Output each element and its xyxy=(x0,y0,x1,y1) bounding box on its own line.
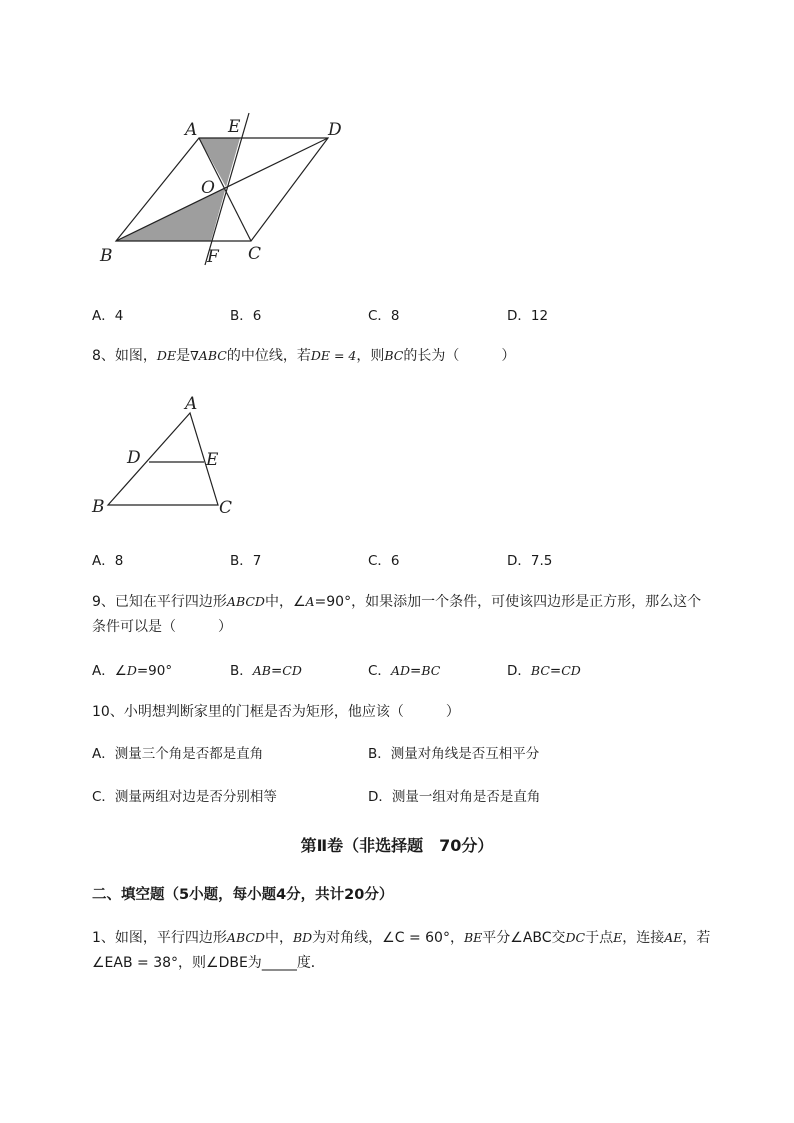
label-d: D xyxy=(127,448,141,468)
q9-option-var: AD xyxy=(390,663,410,678)
label-c: C xyxy=(219,498,233,518)
label-a: A xyxy=(185,394,198,414)
q8-triangle: ∇ABC xyxy=(190,348,227,363)
q7-option-b: B．6 xyxy=(230,308,262,324)
q9-option-text: = xyxy=(549,663,562,679)
fq1-var: AE xyxy=(664,930,683,945)
q9-option-var: BC xyxy=(530,663,550,678)
q9-option-d xyxy=(507,659,581,679)
q10-option-a: A．测量三个角是否都是直角 xyxy=(92,746,264,762)
fq1-var: ABCD xyxy=(226,930,265,945)
part2-title: 第Ⅱ卷（非选择题 70分） xyxy=(300,836,494,855)
q7-option-c: C．8 xyxy=(368,308,400,324)
q9-option-text: A．∠ xyxy=(92,663,127,679)
q9-option-var: CD xyxy=(561,663,581,678)
q9-text: 9、已知在平行四边形 xyxy=(92,594,227,610)
fq1-stem-line2 xyxy=(92,952,325,972)
fq1-var: BD xyxy=(292,930,313,945)
q8-option-c: C．6 xyxy=(368,553,400,569)
fq1-text: 中， xyxy=(264,930,293,946)
q9-option-text: = xyxy=(410,663,422,679)
label-a: A xyxy=(185,120,198,140)
fq1-stem-line1 xyxy=(92,927,710,947)
q10-option-b: B．测量对角线是否互相平分 xyxy=(368,746,540,762)
fq1-var: DC xyxy=(565,930,586,945)
q9-option-c xyxy=(368,659,440,679)
triangle-abc xyxy=(108,413,218,505)
fq1-text: ，连接 xyxy=(622,930,665,946)
label-d: D xyxy=(328,120,342,140)
fq1-text: 于点 xyxy=(585,930,614,946)
q8-text: 8、如图， xyxy=(92,348,157,364)
q9-option-a xyxy=(92,659,172,679)
fq1-text: 1、如图，平行四边形 xyxy=(92,930,227,946)
label-e: E xyxy=(206,450,219,470)
q9-option-var: CD xyxy=(282,663,302,678)
label-b: B xyxy=(100,246,113,266)
q9-option-text: = xyxy=(270,663,283,679)
q9-option-var: AB xyxy=(252,663,271,678)
q7-option-d: D．12 xyxy=(507,308,549,324)
label-o: O xyxy=(201,178,215,198)
fq1-text: ∠EAB = 38°，则∠DBE为 xyxy=(92,955,262,971)
answer-blank[interactable]: _____ xyxy=(261,955,297,971)
q8-text: 的长为（ ） xyxy=(403,348,516,364)
q10-stem: 10、小明想判断家里的门框是否为矩形，他应该（ ） xyxy=(92,704,460,720)
q9-a: A xyxy=(305,594,315,609)
label-e: E xyxy=(228,117,241,137)
fq1-text: ，若 xyxy=(682,930,711,946)
label-f: F xyxy=(207,247,219,267)
q9-abcd: ABCD xyxy=(226,594,265,609)
q9-text: =90°，如果添加一个条件，可使该四边形是正方形，那么这个 xyxy=(314,594,702,610)
fq1-text: 平分∠ABC交 xyxy=(482,930,566,946)
q10-option-c: C．测量两组对边是否分别相等 xyxy=(92,789,277,805)
label-c: C xyxy=(248,244,262,264)
q9-option-text: C． xyxy=(368,663,391,679)
q9-text: 中，∠ xyxy=(264,594,306,610)
q9-option-text: D． xyxy=(507,663,531,679)
fq1-var: E xyxy=(613,930,623,945)
label-b: B xyxy=(92,497,105,517)
fq1-text: 为对角线，∠C = 60°， xyxy=(312,930,464,946)
q8-de: DE xyxy=(156,348,177,363)
q9-option-var: BC xyxy=(421,663,441,678)
q10-option-d: D．测量一组对角是否是直角 xyxy=(368,789,541,805)
q9-option-text: =90° xyxy=(136,663,173,679)
q8-text: 是 xyxy=(176,348,191,364)
section-heading: 二、填空题（5小题，每小题4分，共计20分） xyxy=(92,887,394,903)
q9-option-b xyxy=(230,659,302,679)
q8-option-d: D．7.5 xyxy=(507,553,553,569)
q7-option-a: A．4 xyxy=(92,308,124,324)
q8-text: ，则 xyxy=(356,348,385,364)
q8-bc: BC xyxy=(384,348,404,363)
q8-equation: DE = 4 xyxy=(310,348,357,363)
q9-option-var: D xyxy=(126,663,137,678)
q9-stem-line1 xyxy=(92,591,701,611)
fq1-var: BE xyxy=(463,930,483,945)
q8-text: 的中位线，若 xyxy=(226,348,311,364)
q8-option-b: B．7 xyxy=(230,553,262,569)
q9-stem-line2: 条件可以是（ ） xyxy=(92,619,232,635)
q8-option-a: A．8 xyxy=(92,553,124,569)
q9-option-text: B． xyxy=(230,663,253,679)
fq1-text: 度． xyxy=(296,955,325,971)
